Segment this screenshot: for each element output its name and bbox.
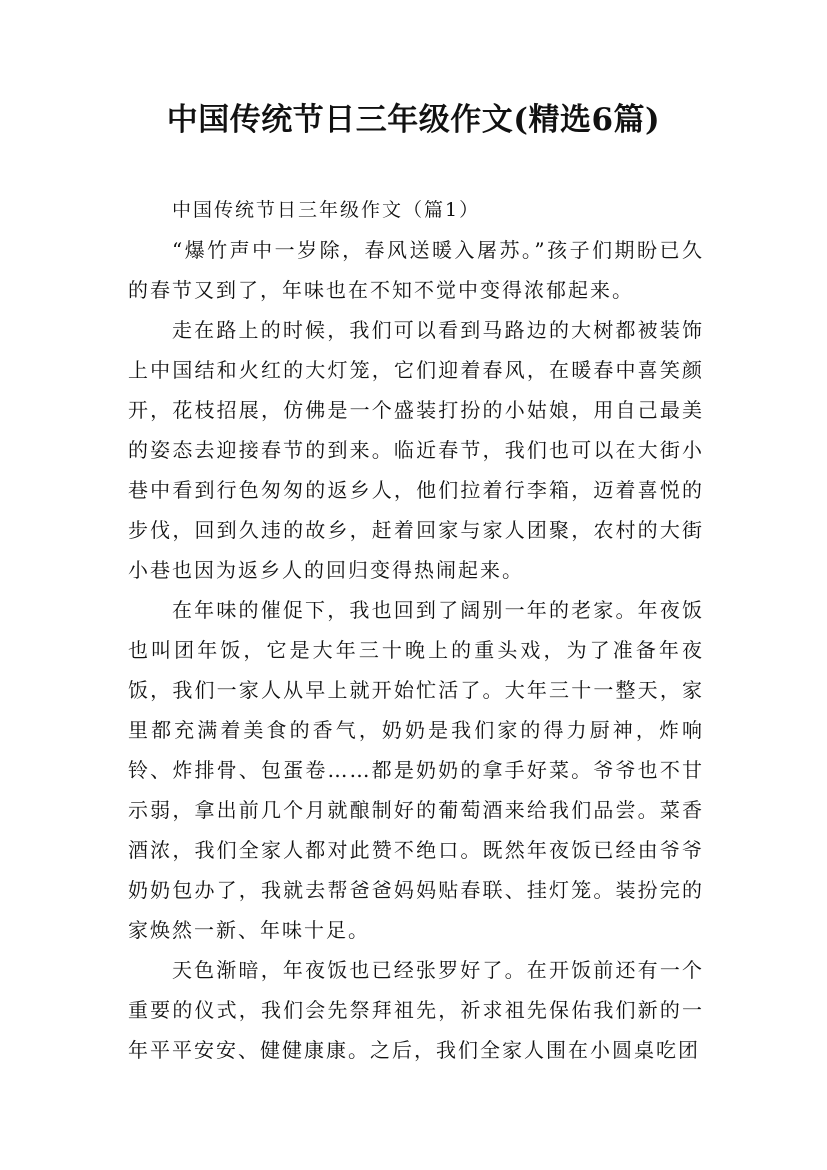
paragraph-2: 走在路上的时候，我们可以看到马路边的大树都被装饰上中国结和火红的大灯笼，它们迎着春风，在暖春中喜笑颜开，花枝招展，仿佛是一个盛装打扮的小姑娘，用自己最美的姿态去迎接春节的到来。临近春节，我们也可以在大街小巷中看到行色匆匆的返乡人，他们拉着行李箱，迈着喜悦的步伐，回到久违的故乡，赶着回家与家人团聚，农村的大街小巷也因为返乡人的回归变得热闹起来。 [128, 318, 704, 582]
section-heading: 中国传统节日三年级作文（篇1） [172, 199, 481, 221]
paragraph-3: 在年味的催促下，我也回到了阔别一年的老家。年夜饭也叫团年饭，它是大年三十晚上的重头戏，为了准备年夜饭，我们一家人从早上就开始忙活了。大年三十一整天，家里都充满着美食的香气，奶奶是我们家的得力厨神，炸响铃、炸排骨、包蛋卷……都是奶奶的拿手好菜。爷爷也不甘示弱，拿出前几个月就酿制好的葡萄酒来给我们品尝。菜香酒浓，我们全家人都对此赞不绝口。既然年夜饭已经由爷爷奶奶包办了，我就去帮爸爸妈妈贴春联、挂灯笼。装扮完的家焕然一新、年味十足。 [128, 598, 704, 942]
document-body [128, 190, 704, 1070]
document-title: 中国传统节日三年级作文(精选6篇) [166, 102, 661, 138]
paragraph-1: “爆竹声中一岁除，春风送暖入屠苏。”孩子们期盼已久的春节又到了，年味也在不知不觉中变得浓郁起来。 [128, 238, 704, 302]
paragraph-4: 天色渐暗，年夜饭也已经张罗好了。在开饭前还有一个重要的仪式，我们会先祭拜祖先，祈求祖先保佑我们新的一年平平安安、健健康康。之后，我们全家人围在小圆桌吃团 [128, 958, 704, 1062]
